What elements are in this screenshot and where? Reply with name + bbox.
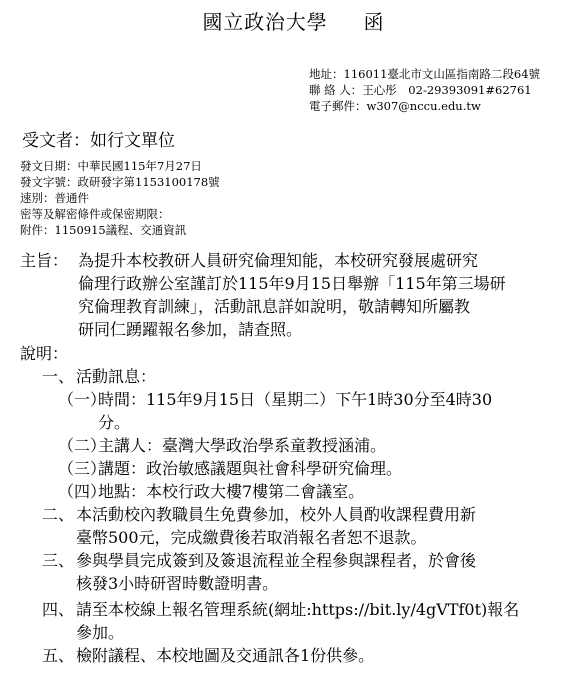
document-number: 發文字號：政研發字第1153100178號 (20, 175, 220, 189)
subject-line: 倫理行政辦公室謹訂於115年9月15日舉辦「115年第三場研 (78, 274, 506, 293)
subject-line: 究倫理教育訓練」，活動訊息詳如說明，敬請轉知所屬教 (78, 297, 471, 316)
item-line: 本活動校內教職員生免費參加，校外人員酌收課程費用新 (76, 505, 477, 524)
item-line: 請至本校線上報名管理系統(網址:https://bit.ly/4gVTf0t)報名 (76, 600, 520, 619)
sub-item-line: 講題：政治敏感議題與社會科學研究倫理。 (98, 459, 403, 478)
document-type: 函 (363, 11, 385, 34)
item-marker: 四、 (42, 600, 75, 619)
item-marker: 三、 (42, 551, 75, 570)
sub-item-marker: （一） (58, 390, 107, 409)
item-marker: 一、 (42, 367, 75, 386)
subject-line: 為提升本校教研人員研究倫理知能，本校研究發展處研究 (78, 251, 479, 270)
contact-person: 聯 絡 人：王心彤 02-29393091#62761 (309, 83, 532, 97)
item-line: 活動訊息： (76, 367, 157, 386)
security-level: 密等及解密條件或保密期限： (20, 207, 170, 221)
document-title (0, 6, 587, 35)
sub-item-marker: （四） (58, 482, 107, 501)
sub-item-marker: （三） (58, 459, 107, 478)
sub-item-line: 分。 (98, 413, 131, 432)
issue-date: 發文日期：中華民國115年7月27日 (20, 159, 202, 173)
contact-email: 電子郵件：w307@nccu.edu.tw (309, 99, 481, 113)
subject-line: 研同仁踴躍報名參加，請查照。 (78, 320, 303, 339)
sub-item-line: 時間：115年9月15日（星期二）下午1時30分至4時30 (98, 390, 493, 409)
item-line: 檢附議程、本校地圖及交通訊各1份供參。 (76, 646, 375, 665)
contact-address: 地址：116011臺北市文山區指南路二段64號 (309, 67, 541, 81)
sub-item-line: 主講人：臺灣大學政治學系童教授涵浦。 (98, 436, 387, 455)
delivery-speed: 速別：普通件 (20, 191, 89, 205)
item-marker: 二、 (42, 505, 75, 524)
org-name: 國立政治大學 (202, 11, 328, 34)
item-line: 臺幣500元，完成繳費後若取消報名者恕不退款。 (76, 528, 427, 547)
attachments: 附件：1150915議程、交通資訊 (20, 223, 187, 237)
item-line: 參加。 (76, 623, 125, 642)
recipient: 受文者：如行文單位 (22, 131, 175, 151)
sub-item-marker: （二） (58, 436, 107, 455)
item-line: 參與學員完成簽到及簽退流程並全程參與課程者，於會後 (76, 551, 477, 570)
item-marker: 五、 (42, 646, 75, 665)
item-line: 核發3小時研習時數證明書。 (76, 574, 279, 593)
explanation-label: 說明： (20, 344, 69, 363)
subject-label: 主旨： (20, 251, 69, 270)
sub-item-line: 地點：本校行政大樓7樓第二會議室。 (98, 482, 365, 501)
